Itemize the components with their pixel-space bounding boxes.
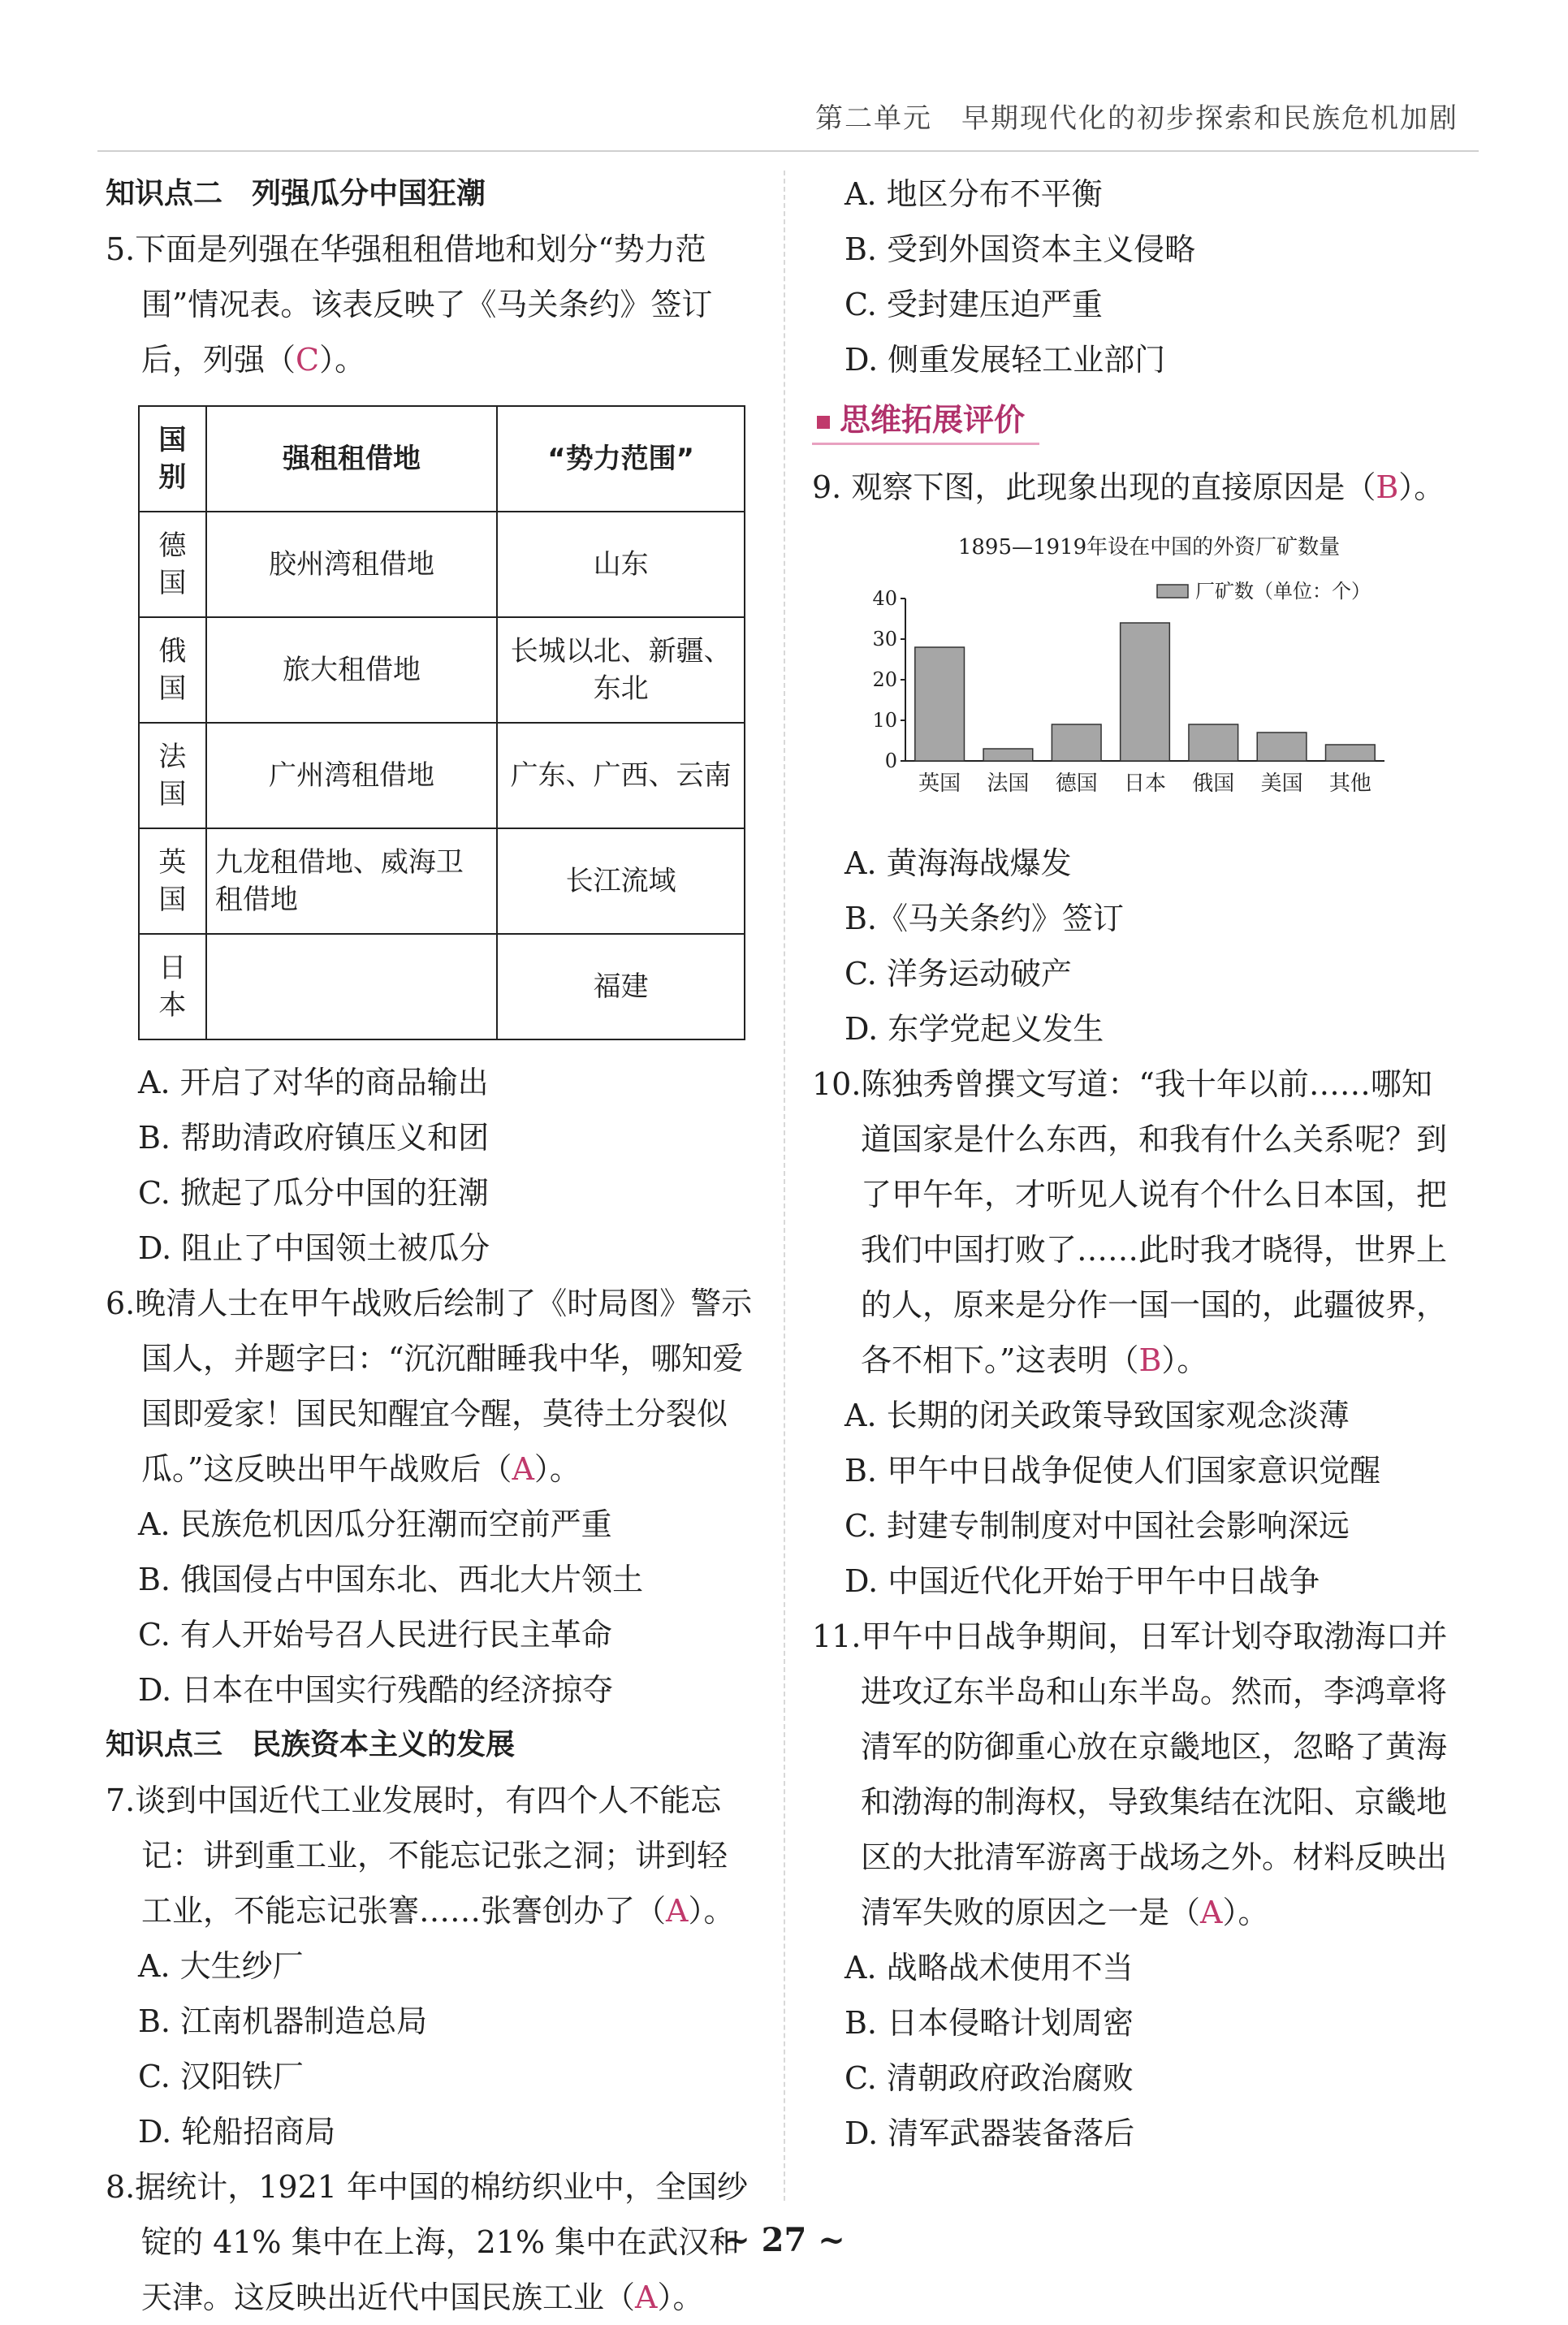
table-cell: 旅大租借地	[206, 617, 497, 723]
table-cell: 长江流域	[497, 828, 745, 934]
table-cell: 广州湾租借地	[206, 723, 497, 828]
x-tick-label: 英国	[918, 771, 961, 796]
q9-stem-end: ）。	[1398, 469, 1445, 505]
table-row	[139, 723, 745, 828]
chart-bar	[915, 647, 965, 761]
table-row	[139, 617, 745, 723]
q8-option-b: B. 受到外国资本主义侵略	[844, 231, 1196, 267]
q11-stem-end: ）。	[1222, 1895, 1269, 1930]
q8-stem-end: ）。	[657, 2280, 704, 2315]
q7-option-d: D. 轮船招商局	[138, 2114, 336, 2150]
q11-option-b: B. 日本侵略计划周密	[844, 2005, 1134, 2041]
q5-option-c: C. 掀起了瓜分中国的狂潮	[138, 1175, 489, 1211]
x-tick-label: 法国	[987, 771, 1030, 796]
chart-bar	[1121, 623, 1170, 761]
chart-title: 1895—1919年设在中国的外资厂矿数量	[957, 535, 1341, 560]
unit-header: 第二单元 早期现代化的初步探索和民族危机加剧	[815, 102, 1458, 135]
table-header: 强租租借地	[206, 406, 497, 512]
table-row	[139, 512, 745, 617]
q5-stem-end: ）。	[319, 342, 366, 378]
question-10	[812, 1057, 1454, 1388]
q9-option-b: B.《马关条约》签订	[844, 901, 1125, 936]
q5-answer: C	[296, 342, 320, 378]
table-header: “势力范围”	[497, 406, 745, 512]
chart-bar	[983, 749, 1033, 761]
q6-option-b: B. 俄国侵占中国东北、西北大片领土	[138, 1562, 644, 1597]
legend-swatch	[1157, 585, 1188, 598]
table-cell: 长城以北、新疆、东北	[497, 617, 745, 723]
table-row	[139, 934, 745, 1039]
q10-option-a: A. 长期的闭关政策导致国家观念淡薄	[844, 1398, 1350, 1433]
x-tick-label: 美国	[1260, 771, 1303, 796]
x-tick-label: 其他	[1328, 771, 1371, 796]
column-divider	[784, 171, 785, 2201]
q6-stem-end: ）。	[533, 1451, 581, 1487]
q11-option-c: C. 清朝政府政治腐败	[844, 2060, 1134, 2096]
q10-stem: 10.陈独秀曾撰文写道：“我十年以前……哪知道国家是什么东西，和我有什么关系呢？到了甲午年，才听见人说有个什么日本国，把我们中国打败了……此时我才晓得，世界上的人，原来是分作一国一国的，此疆彼界，各不相下。”这表明（	[812, 1066, 1448, 1378]
q5-option-b: B. 帮助清政府镇压义和团	[138, 1120, 490, 1156]
y-tick-label: 20	[872, 668, 897, 691]
section-title-2: 知识点二 列强瓜分中国狂潮	[106, 177, 486, 210]
table-cell: 九龙租借地、威海卫租借地	[206, 828, 497, 934]
q8-stem: 8.据统计，1921 年中国的棉纺织业中，全国纱锭的 41% 集中在上海，21% 集中在武汉和天津。这反映出近代中国民族工业（	[106, 2169, 749, 2315]
y-tick-label: 30	[872, 628, 897, 650]
q9-answer: B	[1376, 469, 1399, 505]
q10-option-c: C. 封建专制制度对中国社会影响深远	[844, 1508, 1350, 1544]
q10-stem-end: ）。	[1161, 1342, 1208, 1378]
legend-label: 厂矿数（单位：个）	[1195, 580, 1371, 603]
q9-stem: 9. 观察下图，此现象出现的直接原因是（	[812, 469, 1376, 505]
question-7	[106, 1773, 755, 1938]
q7-stem-end: ）。	[688, 1893, 735, 1929]
table-cell: 英国	[139, 828, 206, 934]
table-cell: 山东	[497, 512, 745, 617]
table-cell: 胶州湾租借地	[206, 512, 497, 617]
table-header: 国别	[139, 406, 206, 512]
q7-option-a: A. 大生纱厂	[138, 1948, 304, 1984]
q8-option-c: C. 受封建压迫严重	[844, 287, 1103, 322]
y-tick-label: 0	[884, 750, 897, 772]
square-marker-icon	[817, 416, 830, 429]
q6-option-a: A. 民族危机因瓜分狂潮而空前严重	[138, 1506, 612, 1542]
section-title-3: 知识点三 民族资本主义的发展	[106, 1728, 516, 1761]
q9-option-c: C. 洋务运动破产	[844, 956, 1072, 992]
factory-chart-wrap	[869, 529, 1454, 823]
thinking-extension-title	[812, 397, 1039, 445]
q9-option-d: D. 东学党起义发生	[844, 1011, 1104, 1047]
left-column	[106, 166, 755, 2325]
table-cell: 法国	[139, 723, 206, 828]
chart-bar	[1257, 733, 1307, 761]
table-cell	[206, 934, 497, 1039]
table-row	[139, 828, 745, 934]
chart-bar	[1189, 724, 1238, 761]
chart-bar	[1052, 724, 1101, 761]
y-tick-label: 40	[872, 587, 897, 610]
table-header-row	[139, 406, 745, 512]
q7-stem: 7.谈到中国近代工业发展时，有四个人不能忘记：讲到重工业，不能忘记张之洞；讲到轻工业，不能忘记张謇……张謇创办了（	[106, 1783, 728, 1929]
x-tick-label: 日本	[1123, 771, 1167, 796]
q10-option-b: B. 甲午中日战争促使人们国家意识觉醒	[844, 1453, 1381, 1489]
y-tick-label: 10	[872, 709, 897, 732]
q7-answer: A	[666, 1893, 689, 1929]
q6-answer: A	[512, 1451, 534, 1487]
question-9	[812, 460, 1454, 515]
right-column	[812, 166, 1454, 2161]
q8-option-d: D. 侧重发展轻工业部门	[844, 342, 1166, 378]
table-cell: 俄国	[139, 617, 206, 723]
table-cell: 福建	[497, 934, 745, 1039]
table-cell: 广东、广西、云南	[497, 723, 745, 828]
thinking-title-text: 思维拓展评价	[840, 402, 1026, 438]
header-rule	[97, 150, 1479, 152]
q5-option-d: D. 阻止了中国领土被瓜分	[138, 1230, 490, 1266]
q6-option-c: C. 有人开始号召人民进行民主革命	[138, 1617, 612, 1653]
q5-option-a: A. 开启了对华的商品输出	[138, 1065, 489, 1100]
chart-bar	[1326, 745, 1376, 761]
table-cell: 德国	[139, 512, 206, 617]
q8-answer: A	[635, 2280, 658, 2315]
x-tick-label: 俄国	[1192, 771, 1235, 796]
question-6	[106, 1276, 755, 1497]
q7-option-b: B. 江南机器制造总局	[138, 2003, 428, 2039]
q6-option-d: D. 日本在中国实行残酷的经济掠夺	[138, 1672, 614, 1708]
q7-option-c: C. 汉阳铁厂	[138, 2059, 304, 2094]
q6-stem: 6.晚清人士在甲午战败后绘制了《时局图》警示国人，并题字曰：“沉沉酣睡我中华，哪知爱国即爱家！国民知醒宜今醒，莫待土分裂似瓜。”这反映出甲午战败后（	[106, 1286, 753, 1487]
q9-option-a: A. 黄海海战爆发	[844, 845, 1072, 881]
q11-option-a: A. 战略战术使用不当	[844, 1950, 1134, 1986]
question-11	[812, 1609, 1454, 1940]
q5-stem: 5.下面是列强在华强租租借地和划分“势力范围”情况表。该表反映了《马关条约》签订后，列强（	[106, 231, 713, 378]
x-tick-label: 德国	[1055, 771, 1098, 796]
q10-answer: B	[1138, 1342, 1162, 1378]
factory-bar-chart	[869, 529, 1437, 806]
q8-option-a: A. 地区分布不平衡	[844, 176, 1103, 212]
page-number: ~ 27 ~	[723, 2221, 845, 2259]
table-cell: 日本	[139, 934, 206, 1039]
q11-answer: A	[1200, 1895, 1223, 1930]
q11-option-d: D. 清军武器装备落后	[844, 2115, 1135, 2151]
q10-option-d: D. 中国近代化开始于甲午中日战争	[844, 1563, 1320, 1599]
question-5	[106, 222, 755, 387]
q11-stem: 11.甲午中日战争期间，日军计划夺取渤海口并进攻辽东半岛和山东半岛。然而，李鸿章将清军的防御重心放在京畿地区，忽略了黄海和渤海的制海权，导致集结在沈阳、京畿地区的大批清军游离于战场之外。材料反映出清军失败的原因之一是（	[812, 1618, 1448, 1930]
powers-table	[138, 405, 745, 1040]
